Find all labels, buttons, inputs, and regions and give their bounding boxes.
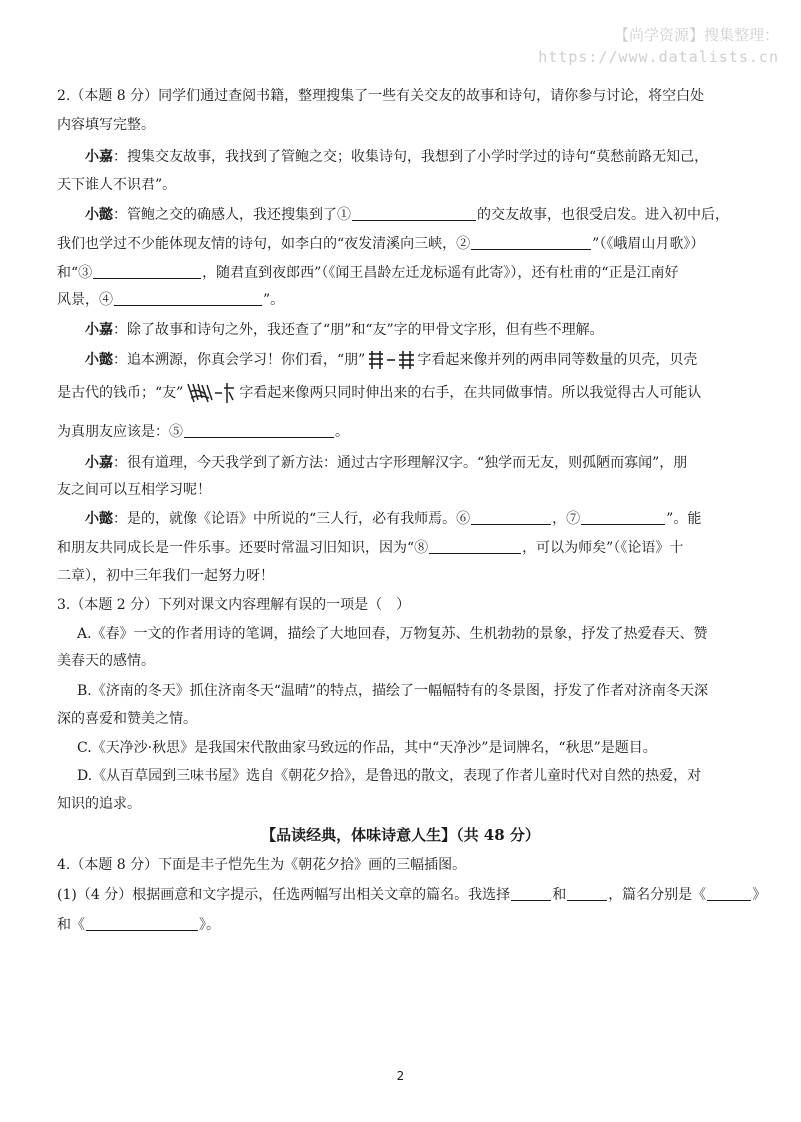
speaker-name: 小嘉 (85, 322, 113, 338)
option-a[interactable]: A.《春》一文的作者用诗的笔调，描绘了大地回春，万物复苏、生机勃勃的景象，抒发了热爱春天、赞 (77, 626, 708, 642)
q2-intro-line1: 2.（本题 8 分）同学们通过查阅书籍，整理搜集了一些有关交友的故事和诗句，请你参与讨论，将空白处 (57, 88, 705, 104)
watermark-source: 【尚学资源】搜集整理： (613, 26, 779, 44)
answer-blank-8[interactable] (429, 539, 521, 554)
dialogue-line: 为真朋友应该是：⑤ 。 (57, 424, 349, 440)
q4-stem: 4.（本题 8 分）下面是丰子恺先生为《朝花夕拾》画的三幅插图。 (57, 857, 467, 873)
answer-blank-2[interactable] (471, 235, 591, 250)
choice-blank-1[interactable] (511, 886, 551, 901)
dialogue-line: 小嘉：很有道理，今天我学到了新方法：通过古字形理解汉字。“独学而无友，则孤陋而寡闻”，朋 (85, 455, 688, 471)
dialogue-line: 小懿：追本溯源，你真会学习！你们看，“朋” 字看起来像并列的两串同等数量的贝壳，贝壳 (85, 349, 697, 371)
option-c[interactable]: C.《天净沙·秋思》是我国宋代散曲家马致远的作品，其中“天净沙”是词牌名，“秋思”是题目。 (77, 740, 657, 756)
dialogue-line: 天下谁人不识君”。 (57, 177, 177, 193)
page-number: 2 (396, 1069, 405, 1083)
option-b[interactable]: B.《济南的冬天》抓住济南冬天“温晴”的特点，描绘了一幅幅特有的冬景图，抒发了作者对济南冬天深 (77, 683, 709, 699)
dialogue-line: 二章），初中三年我们一起努力呀！ (57, 568, 274, 584)
speaker-name: 小懿 (85, 511, 113, 527)
answer-blank-7[interactable] (581, 510, 665, 525)
q3-stem: 3.（本题 2 分）下列对课文内容理解有误的一项是（ ） (57, 597, 411, 613)
q4-part1: (1)（4 分）根据画意和文字提示，任选两幅写出相关文章的篇名。我选择 和 ，篇名分别是《 》 (57, 887, 767, 903)
speaker-name: 小懿 (85, 352, 113, 368)
watermark-url: https://www.datalists.cn (538, 48, 779, 66)
dialogue-line: 和朋友共同成长是一件乐事。还要时常温习旧知识，因为“⑧ ，可以为师矣”（《论语》十 (57, 540, 684, 556)
answer-blank-3[interactable] (93, 264, 201, 279)
section-title: 【品读经典，体味诗意人生】（共 48 分） (261, 826, 540, 844)
dialogue-line: 小懿：管鲍之交的确感人，我还搜集到了① 的交友故事，也很受启发。进入初中后， (85, 207, 729, 223)
speaker-name: 小嘉 (85, 149, 113, 165)
dialogue-text: ：搜集交友故事，我找到了管鲍之交；收集诗句，我想到了小学时学过的诗句“莫愁前路无知己， (113, 149, 709, 165)
answer-blank-4[interactable] (114, 291, 262, 306)
dialogue-line: 小嘉：除了故事和诗句之外，我还查了“朋”和“友”字的甲骨文字形，但有些不理解。 (85, 322, 604, 338)
dialogue-line (85, 147, 708, 167)
oracle-you-glyph-icon (185, 380, 237, 406)
oracle-peng-glyph-icon (367, 349, 415, 371)
title-blank-2[interactable] (86, 916, 198, 931)
option-b-cont: 深的喜爱和赞美之情。 (57, 711, 197, 727)
dialogue-line: 小懿：是的，就像《论语》中所说的“三人行，必有我师焉。⑥ ，⑦ ”。能 (85, 511, 702, 527)
dialogue-line: 是古代的钱币；“友” 字看起来像两只同时伸出来的右手，在共同做事情。所以我觉得古人可能认 (57, 380, 701, 406)
option-d[interactable]: D.《从百草园到三味书屋》选自《朝花夕拾》，是鲁迅的散文，表现了作者儿童时代对自然的热爱，对 (77, 768, 702, 784)
dialogue-line: 我们也学过不少能体现友情的诗句，如李白的“夜发清溪向三峡，② ”（《峨眉山月歌》） (57, 236, 705, 252)
title-blank-1[interactable] (707, 886, 751, 901)
q2-intro-line2: 内容填写完整。 (57, 117, 155, 133)
answer-blank-1[interactable] (352, 206, 476, 221)
speaker-name: 小嘉 (85, 455, 113, 471)
answer-blank-5[interactable] (184, 423, 334, 438)
q4-part1-cont: 和《 》。 (57, 917, 220, 933)
dialogue-line: 风景，④ ”。 (57, 292, 285, 308)
dialogue-line: 友之间可以互相学习呢！ (57, 482, 211, 498)
dialogue-line: 和“③ ，随君直到夜郎西”（《闻王昌龄左迁龙标遥有此寄》），还有杜甫的“正是江南好 (57, 265, 679, 281)
option-a-cont: 美春天的感情。 (57, 653, 155, 669)
option-d-cont: 知识的追求。 (57, 796, 141, 812)
speaker-name: 小懿 (85, 207, 113, 223)
answer-blank-6[interactable] (471, 510, 551, 525)
choice-blank-2[interactable] (567, 886, 607, 901)
